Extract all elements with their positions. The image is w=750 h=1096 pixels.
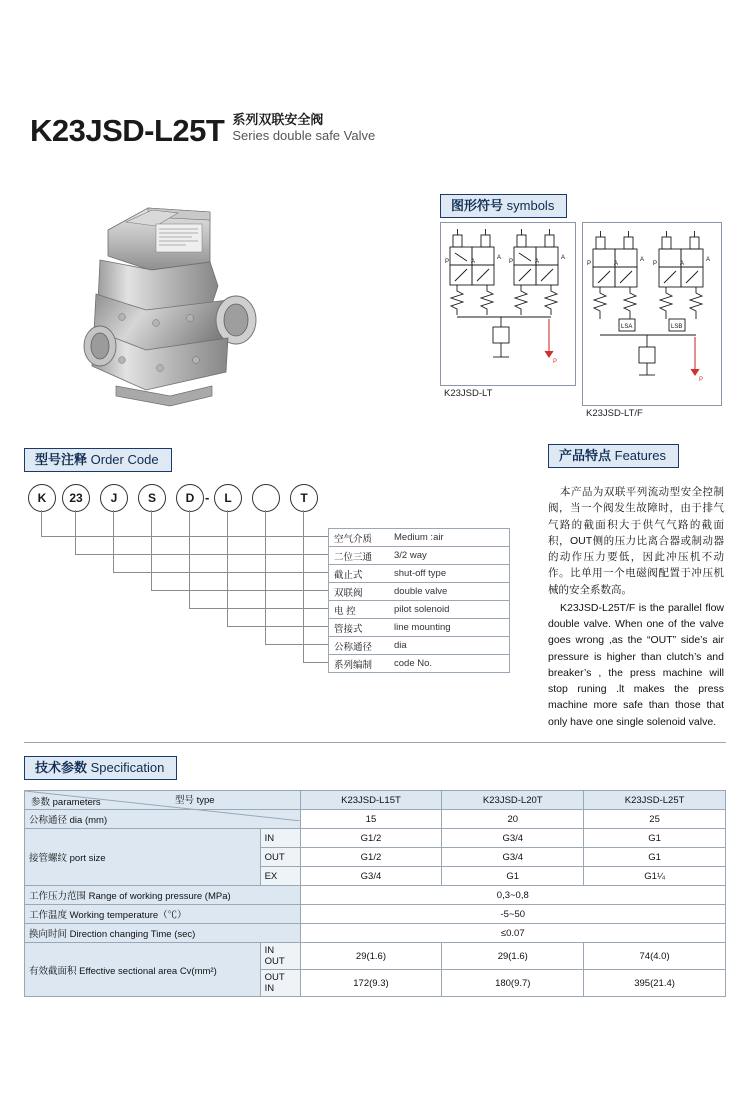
order-code-row-en: Medium :air (394, 532, 444, 543)
leader-line (265, 644, 328, 645)
order-code-row-en: shut-off type (394, 568, 447, 579)
order-code-row-cn: 二位三通 (334, 551, 373, 563)
cell-out-15: G1/2 (300, 848, 442, 867)
cell-dia-15: 15 (300, 810, 442, 829)
row-label-pressure: 工作压力范围 Range of working pressure (MPa) (25, 886, 301, 905)
order-code-row-en: code No. (394, 658, 433, 669)
title-chinese: 系列双联安全阀 (232, 112, 324, 127)
row-label-dia: 公称通径 dia (mm) (25, 810, 301, 829)
svg-text:A: A (471, 259, 476, 265)
svg-text:A: A (561, 255, 566, 261)
cell-inout-20: 29(1.6) (442, 943, 584, 970)
cell-outin-25: 395(21.4) (584, 970, 726, 997)
leader-line (227, 626, 328, 627)
order-code-segment-d: D (176, 484, 204, 512)
symbol-caption-ltf: K23JSD-LT/F (586, 408, 643, 419)
order-code-segment-j: J (100, 484, 128, 512)
cell-changing-time: ≤0.07 (300, 924, 725, 943)
order-code-area (24, 484, 524, 704)
order-code-row-en: pilot solenoid (394, 604, 450, 615)
spec-head-type: 型号 type (175, 795, 215, 806)
leader-line (303, 662, 328, 663)
order-code-dash: - (205, 490, 210, 505)
order-code-segment-k: K (28, 484, 56, 512)
cell-inout-15: 29(1.6) (300, 943, 442, 970)
leader-line (41, 510, 42, 536)
symbol-diagram-lt (440, 222, 576, 386)
order-code-section-header (24, 448, 172, 472)
svg-text:LSB: LSB (671, 324, 683, 330)
spec-header-en: Specification (90, 760, 165, 775)
table-row-header (25, 791, 726, 810)
features-header-cn: 产品特点 (559, 448, 612, 463)
cell-outin-15: 172(9.3) (300, 970, 442, 997)
cell-inout-25: 74(4.0) (584, 943, 726, 970)
order-code-row-cn: 系列编制 (334, 659, 373, 671)
page-title (30, 112, 375, 146)
cell-in-25: G1 (584, 829, 726, 848)
svg-text:P: P (653, 261, 658, 267)
svg-text:A: A (680, 261, 685, 267)
features-section-header (548, 444, 679, 468)
table-corner-cell (25, 791, 301, 810)
leader-line (265, 510, 266, 644)
symbols-header-cn: 图形符号 (451, 198, 504, 213)
symbols-header-en: symbols (506, 198, 555, 213)
spec-header-cn: 技术参数 (35, 760, 88, 775)
table-row (25, 886, 726, 905)
cell-outin-20: 180(9.7) (442, 970, 584, 997)
svg-text:P: P (553, 359, 558, 365)
table-row (25, 905, 726, 924)
model-title: K23JSD-L25T (30, 112, 225, 148)
order-code-segment-l: L (214, 484, 242, 512)
specification-table (24, 790, 726, 997)
row-label-sectional-area: 有效截面积 Effective sectional area Cv(mm²) (25, 943, 261, 997)
svg-text:LSA: LSA (621, 324, 633, 330)
cell-ex-20: G1 (442, 867, 584, 886)
specification-table-wrapper (24, 790, 726, 997)
cell-ex-25: G1¼ (584, 867, 726, 886)
order-code-row-cn: 截止式 (334, 569, 363, 581)
symbols-panel (440, 222, 720, 419)
order-code-row (328, 546, 510, 565)
cell-dia-25: 25 (584, 810, 726, 829)
order-code-row (328, 618, 510, 637)
symbol-caption-lt: K23JSD-LT (444, 388, 493, 399)
table-header-model-1: K23JSD-L15T (300, 791, 442, 810)
leader-line (113, 510, 114, 572)
order-code-row-cn: 电 控 (334, 605, 356, 617)
cell-out-25: G1 (584, 848, 726, 867)
order-code-row (328, 654, 510, 673)
cell-pressure-range: 0,3~0,8 (300, 886, 725, 905)
order-code-segment-23: 23 (62, 484, 90, 512)
cell-in-15: G1/2 (300, 829, 442, 848)
features-text (548, 484, 724, 732)
cell-in-20: G3/4 (442, 829, 584, 848)
row-sub-out-in: OUT IN (260, 970, 300, 997)
order-code-segment-t: T (290, 484, 318, 512)
table-row (25, 943, 726, 970)
svg-text:A: A (535, 259, 540, 265)
svg-text:P: P (699, 377, 704, 383)
svg-text:P: P (509, 259, 514, 265)
table-header-model-3: K23JSD-L25T (584, 791, 726, 810)
cell-temperature-range: -5~50 (300, 905, 725, 924)
leader-line (189, 510, 190, 608)
leader-line (189, 608, 328, 609)
row-sub-in: IN (260, 829, 300, 848)
row-sub-in-out: IN OUT (260, 943, 300, 970)
table-row (25, 924, 726, 943)
svg-text:P: P (445, 259, 450, 265)
cell-out-20: G3/4 (442, 848, 584, 867)
order-code-segment-s: S (138, 484, 166, 512)
table-header-model-2: K23JSD-L20T (442, 791, 584, 810)
product-photo (60, 190, 300, 420)
order-code-row (328, 582, 510, 601)
leader-line (75, 554, 328, 555)
order-code-row (328, 564, 510, 583)
table-row (25, 829, 726, 848)
symbol-diagram-ltf (582, 222, 722, 406)
row-sub-ex: EX (260, 867, 300, 886)
order-code-row-en: 3/2 way (394, 550, 427, 561)
svg-text:A: A (706, 257, 711, 263)
row-label-changing-time: 换向时间 Direction changing Time (sec) (25, 924, 301, 943)
leader-line (75, 510, 76, 554)
leader-line (41, 536, 328, 537)
order-code-row-en: line mounting (394, 622, 451, 633)
svg-text:A: A (614, 261, 619, 267)
cell-dia-20: 20 (442, 810, 584, 829)
order-code-row-cn: 管接式 (334, 623, 363, 635)
specification-section-header (24, 756, 177, 780)
leader-line (151, 590, 328, 591)
order-code-row-cn: 公称通径 (334, 641, 373, 653)
order-code-row-en: double valve (394, 586, 448, 597)
leader-line (303, 510, 304, 662)
order-code-row-cn: 空气介质 (334, 533, 373, 545)
features-header-en: Features (614, 448, 666, 463)
row-label-port-size: 接管螺纹 port size (25, 829, 261, 886)
leader-line (151, 510, 152, 590)
features-paragraph-cn: 本产品为双联平列流动型安全控制阀，当一个阀发生故障时，由于排气气路的截面积大于供气气路的截面积，OUT侧的压力比离合器或制动器的动作压力要低，因此冲压机不动作。比单用一个电磁阀配置于冲压机械的安全系数高。 (548, 486, 724, 596)
divider (24, 742, 726, 743)
cell-ex-15: G3/4 (300, 867, 442, 886)
order-code-header-cn: 型号注释 (35, 452, 88, 467)
leader-line (113, 572, 328, 573)
row-sub-out: OUT (260, 848, 300, 867)
symbols-section-header (440, 194, 567, 218)
order-code-row-cn: 双联阀 (334, 587, 363, 599)
order-code-segment-dia (252, 484, 280, 512)
spec-head-params: 参数 parameters (31, 797, 101, 808)
order-code-header-en: Order Code (90, 452, 159, 467)
svg-text:A: A (640, 257, 645, 263)
order-code-row (328, 528, 510, 547)
title-english: Series double safe Valve (232, 128, 376, 144)
row-label-temperature: 工作温度 Working temperature（℃） (25, 905, 301, 924)
order-code-row (328, 636, 510, 655)
svg-text:A: A (497, 255, 502, 261)
order-code-row (328, 600, 510, 619)
features-paragraph-en: K23JSD-L25T/F is the parallel flow double valve. When one of the valve goes wrong ,as the “OUT” side’s air pressure is higher than clutch’s and breaker’s , the press machine will stop runing .lt makes the press machine more safe than those that only have one single solenoid valve. (548, 601, 724, 728)
order-code-row-en: dia (394, 640, 407, 651)
svg-text:P: P (587, 261, 592, 267)
